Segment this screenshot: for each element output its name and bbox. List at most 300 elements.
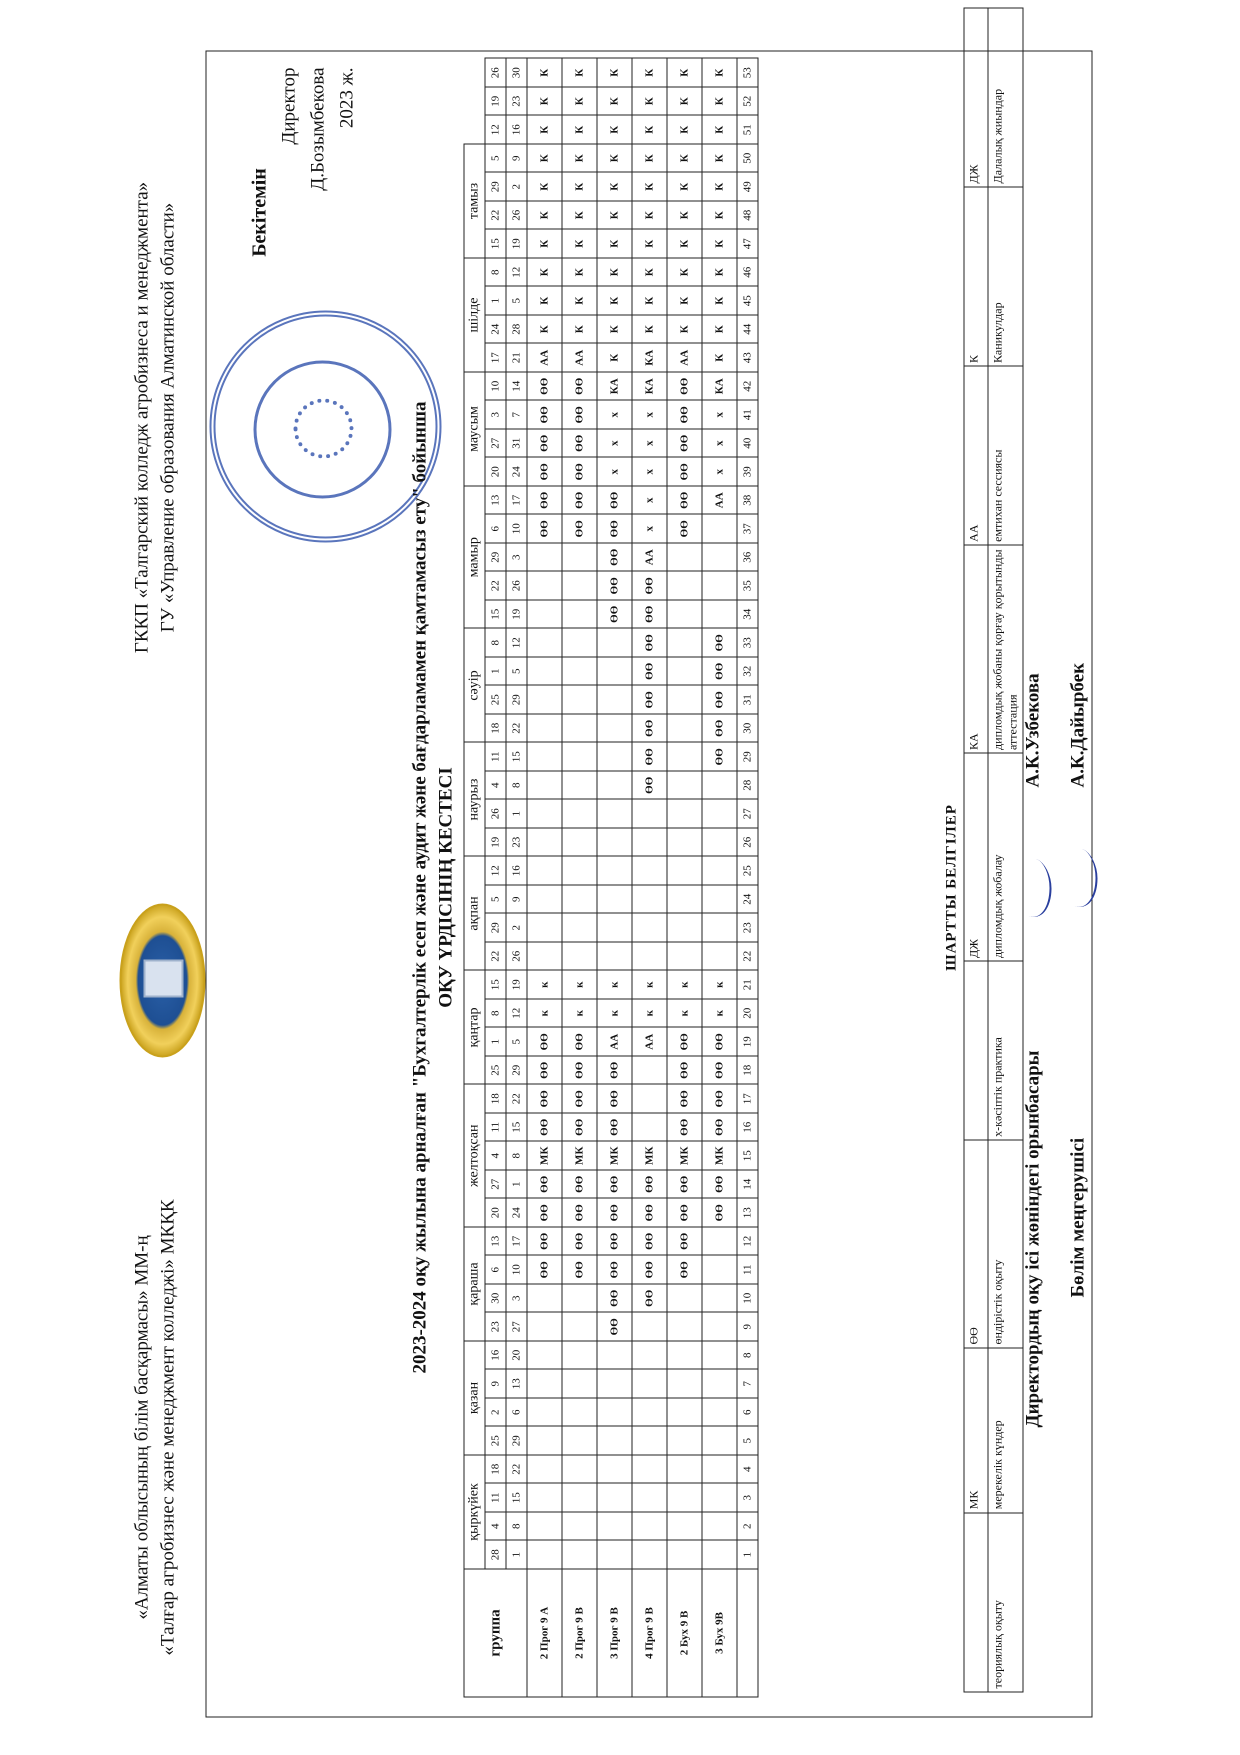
schedule-cell — [527, 885, 562, 914]
week-start-cell: 8 — [485, 999, 506, 1028]
month-header: сәуір — [464, 629, 485, 743]
schedule-cell: АА — [667, 344, 702, 373]
schedule-cell — [702, 914, 737, 943]
schedule-cell: х — [702, 429, 737, 458]
week-start-cell: 16 — [485, 1341, 506, 1370]
table-row — [597, 59, 632, 1698]
group-name: 2 Прог 9 В — [562, 1569, 597, 1697]
week-number-cell: 8 — [737, 1341, 758, 1370]
schedule-cell: АА — [632, 543, 667, 572]
schedule-cell: ӨӨ — [562, 1170, 597, 1199]
month-header: қараша — [464, 1227, 485, 1341]
month-row — [464, 59, 485, 1698]
schedule-cell: МК — [527, 1142, 562, 1171]
header-left-line2: «Талғар агробизнес және менеджмент колледжі» МКҚК — [157, 1199, 179, 1656]
legend-code: МК — [964, 1348, 988, 1513]
deputy-name: А.К.Узбекова — [1022, 673, 1044, 788]
week-start-cell: 8 — [485, 629, 506, 658]
schedule-cell — [562, 1427, 597, 1456]
schedule-cell — [597, 714, 632, 743]
schedule-cell — [562, 1541, 597, 1570]
schedule-cell — [527, 1398, 562, 1427]
legend-label-row — [988, 8, 1023, 1692]
schedule-cell — [632, 800, 667, 829]
week-end-cell: 12 — [506, 629, 527, 658]
schedule-cell: ӨӨ — [562, 401, 597, 430]
legend-code: КА — [964, 545, 988, 753]
schedule-cell: ӨӨ — [702, 743, 737, 772]
schedule-cell — [562, 1284, 597, 1313]
week-end-cell: 15 — [506, 743, 527, 772]
schedule-cell — [632, 1512, 667, 1541]
schedule-cell — [702, 800, 737, 829]
schedule-cell: К — [667, 201, 702, 230]
schedule-cell — [527, 714, 562, 743]
approval-date: 2023 ж. — [336, 67, 358, 129]
week-number-cell: 9 — [737, 1313, 758, 1342]
schedule-cell: ӨӨ — [632, 714, 667, 743]
schedule-cell — [632, 1398, 667, 1427]
week-start-cell: 5 — [485, 144, 506, 173]
week-start-cell: 17 — [485, 344, 506, 373]
schedule-cell — [562, 1341, 597, 1370]
schedule-cell — [527, 1370, 562, 1399]
rotated-page — [118, 8, 1123, 1748]
schedule-cell: ӨӨ — [527, 1056, 562, 1085]
schedule-cell: ӨӨ — [597, 1284, 632, 1313]
schedule-cell: к — [667, 971, 702, 1000]
week-end-cell: 29 — [506, 1056, 527, 1085]
schedule-cell: К — [562, 87, 597, 116]
week-number-cell: 27 — [737, 800, 758, 829]
schedule-cell: К — [527, 87, 562, 116]
schedule-cell — [562, 600, 597, 629]
week-number-cell: 4 — [737, 1455, 758, 1484]
legend-code-row — [964, 8, 988, 1692]
week-start-cell: 5 — [485, 885, 506, 914]
week-start-cell: 29 — [485, 543, 506, 572]
week-end-cell: 9 — [506, 885, 527, 914]
approval-block — [246, 68, 362, 358]
week-end-cell: 1 — [506, 1541, 527, 1570]
schedule-cell: ӨӨ — [667, 1113, 702, 1142]
schedule-cell: ӨӨ — [597, 1227, 632, 1256]
deputy-role: Директордың оқу ісі жөніндегі орынбасары — [1022, 1050, 1044, 1428]
month-header: ақпан — [464, 857, 485, 971]
legend-code: АА — [964, 366, 988, 545]
schedule-cell: К — [702, 258, 737, 287]
week-start-cell: 12 — [485, 857, 506, 886]
week-number-cell: 14 — [737, 1170, 758, 1199]
schedule-cell: ӨӨ — [527, 429, 562, 458]
schedule-cell: ӨӨ — [667, 1170, 702, 1199]
week-start-row — [485, 59, 506, 1698]
week-end-cell: 13 — [506, 1370, 527, 1399]
schedule-cell — [667, 657, 702, 686]
schedule-cell: К — [702, 230, 737, 259]
schedule-cell — [562, 714, 597, 743]
week-end-cell: 15 — [506, 1113, 527, 1142]
legend-label: өндірістік оқыту — [988, 1140, 1023, 1348]
schedule-cell: К — [597, 230, 632, 259]
week-end-cell: 20 — [506, 1341, 527, 1370]
schedule-cell: ӨӨ — [562, 1113, 597, 1142]
schedule-cell: КА — [702, 372, 737, 401]
week-end-cell: 16 — [506, 857, 527, 886]
week-start-cell: 27 — [485, 1170, 506, 1199]
legend-title: ШАРТТЫ БЕЛГІЛЕР — [943, 804, 960, 971]
week-start-cell: 13 — [485, 486, 506, 515]
legend-label: х-кәсіптік практика — [988, 961, 1023, 1140]
header-left-line1: «Алматы облысының білім басқармасы» ММ-ң — [131, 1235, 153, 1620]
approval-name: Д.Бозымбекова — [307, 67, 329, 191]
week-start-cell: 4 — [485, 771, 506, 800]
schedule-cell: К — [562, 201, 597, 230]
document-title: 2023-2024 оқу жылына арналған "Бухгалтерлік есеп және аудит және бағдарламамен қамтамасыз ету" бойынша — [409, 401, 431, 1374]
week-start-cell: 24 — [485, 315, 506, 344]
week-number-cell: 43 — [737, 344, 758, 373]
week-number-cell: 49 — [737, 173, 758, 202]
week-number-cell: 1 — [737, 1541, 758, 1570]
schedule-cell — [527, 800, 562, 829]
schedule-cell — [632, 857, 667, 886]
schedule-cell — [527, 743, 562, 772]
week-number-cell: 24 — [737, 885, 758, 914]
schedule-cell — [667, 1398, 702, 1427]
month-header: шілде — [464, 258, 485, 372]
month-header: маусым — [464, 372, 485, 486]
schedule-cell: МК — [562, 1142, 597, 1171]
group-name: 3 Бух 9В — [702, 1569, 737, 1697]
header-right — [130, 98, 182, 738]
schedule-cell: ӨӨ — [632, 743, 667, 772]
schedule-cell — [667, 1541, 702, 1570]
group-name: 3 Прог 9 В — [597, 1569, 632, 1697]
week-end-cell: 24 — [506, 1199, 527, 1228]
schedule-cell: ӨӨ — [597, 1113, 632, 1142]
schedule-cell — [702, 771, 737, 800]
table-row — [702, 59, 737, 1698]
week-start-cell: 18 — [485, 1085, 506, 1114]
schedule-cell: ӨӨ — [667, 515, 702, 544]
schedule-cell: АА — [632, 1028, 667, 1057]
schedule-cell — [527, 1341, 562, 1370]
week-end-cell: 22 — [506, 1455, 527, 1484]
week-start-cell: 6 — [485, 1256, 506, 1285]
schedule-cell — [667, 572, 702, 601]
week-end-cell: 10 — [506, 1256, 527, 1285]
header-right-line1: ГККП «Талгарский колледж агробизнеса и менеджмента» — [131, 181, 153, 654]
college-logo — [120, 904, 206, 1058]
group-header: группа — [464, 1569, 527, 1697]
week-end-cell: 14 — [506, 372, 527, 401]
schedule-cell: ӨӨ — [597, 543, 632, 572]
week-start-cell: 18 — [485, 714, 506, 743]
schedule-cell — [562, 800, 597, 829]
week-number-cell: 29 — [737, 743, 758, 772]
week-number-cell: 11 — [737, 1256, 758, 1285]
month-header: наурыз — [464, 743, 485, 857]
schedule-cell: ӨӨ — [632, 1284, 667, 1313]
schedule-cell: ӨӨ — [632, 1227, 667, 1256]
week-end-cell: 17 — [506, 1227, 527, 1256]
week-end-cell: 21 — [506, 344, 527, 373]
schedule-cell: ӨӨ — [597, 1256, 632, 1285]
week-number-cell: 47 — [737, 230, 758, 259]
schedule-cell — [527, 1541, 562, 1570]
week-end-cell: 5 — [506, 287, 527, 316]
schedule-cell — [702, 543, 737, 572]
schedule-cell: ӨӨ — [667, 486, 702, 515]
week-number-cell: 6 — [737, 1398, 758, 1427]
week-end-cell: 19 — [506, 971, 527, 1000]
schedule-cell — [667, 1484, 702, 1513]
schedule-cell: ӨӨ — [597, 600, 632, 629]
schedule-cell — [597, 885, 632, 914]
week-end-cell: 22 — [506, 1085, 527, 1114]
schedule-cell: ӨӨ — [527, 372, 562, 401]
week-start-cell: 6 — [485, 515, 506, 544]
schedule-cell: К — [527, 173, 562, 202]
schedule-cell — [597, 1541, 632, 1570]
week-end-cell: 12 — [506, 258, 527, 287]
week-number-cell: 30 — [737, 714, 758, 743]
schedule-cell: ӨӨ — [527, 1199, 562, 1228]
schedule-cell: к — [632, 999, 667, 1028]
week-number-cell: 48 — [737, 201, 758, 230]
week-start-cell: 8 — [485, 258, 506, 287]
schedule-cell: К — [527, 144, 562, 173]
schedule-cell — [597, 743, 632, 772]
schedule-table — [464, 58, 759, 1698]
schedule-cell: К — [667, 116, 702, 145]
week-start-cell: 25 — [485, 1056, 506, 1085]
schedule-cell — [597, 942, 632, 971]
schedule-cell: ӨӨ — [597, 486, 632, 515]
week-end-cell: 12 — [506, 999, 527, 1028]
schedule-cell: АА — [562, 344, 597, 373]
schedule-cell — [632, 828, 667, 857]
schedule-cell: К — [597, 116, 632, 145]
schedule-cell: ӨӨ — [597, 515, 632, 544]
schedule-cell — [562, 1398, 597, 1427]
schedule-cell: К — [667, 59, 702, 88]
week-end-cell: 27 — [506, 1313, 527, 1342]
week-end-cell: 6 — [506, 1398, 527, 1427]
week-start-cell: 22 — [485, 572, 506, 601]
month-header: тамыз — [464, 144, 485, 258]
schedule-cell — [597, 828, 632, 857]
week-end-cell: 5 — [506, 657, 527, 686]
week-start-cell: 23 — [485, 1313, 506, 1342]
schedule-cell: КА — [632, 344, 667, 373]
schedule-cell — [702, 1427, 737, 1456]
schedule-cell: К — [632, 116, 667, 145]
schedule-cell — [667, 942, 702, 971]
week-start-cell: 3 — [485, 401, 506, 430]
week-end-row — [506, 59, 527, 1698]
week-number-cell: 17 — [737, 1085, 758, 1114]
week-end-cell: 15 — [506, 1484, 527, 1513]
month-header: желтоқсан — [464, 1085, 485, 1228]
schedule-cell: ӨӨ — [667, 1256, 702, 1285]
schedule-cell — [527, 1284, 562, 1313]
schedule-cell: ӨӨ — [562, 486, 597, 515]
week-start-cell: 26 — [485, 800, 506, 829]
schedule-cell: К — [597, 173, 632, 202]
week-end-cell: 31 — [506, 429, 527, 458]
schedule-cell — [632, 914, 667, 943]
schedule-cell — [702, 1313, 737, 1342]
week-end-cell: 8 — [506, 1142, 527, 1171]
schedule-cell: ӨӨ — [527, 1028, 562, 1057]
schedule-cell — [632, 1113, 667, 1142]
schedule-cell: К — [632, 201, 667, 230]
week-number-cell: 16 — [737, 1113, 758, 1142]
schedule-cell — [702, 942, 737, 971]
week-start-cell: 11 — [485, 1113, 506, 1142]
schedule-cell — [527, 629, 562, 658]
schedule-cell — [562, 1370, 597, 1399]
schedule-cell: ӨӨ — [632, 1199, 667, 1228]
week-number-cell: 53 — [737, 59, 758, 88]
schedule-cell: К — [597, 287, 632, 316]
schedule-cell — [667, 771, 702, 800]
schedule-cell: ӨӨ — [667, 1056, 702, 1085]
schedule-cell — [632, 1370, 667, 1399]
week-number-cell: 32 — [737, 657, 758, 686]
week-end-cell: 26 — [506, 572, 527, 601]
schedule-cell — [667, 1370, 702, 1399]
schedule-cell: ӨӨ — [632, 629, 667, 658]
legend-label: Далалық жиындар — [988, 8, 1023, 187]
schedule-cell: ӨӨ — [597, 1199, 632, 1228]
schedule-cell: ӨӨ — [562, 458, 597, 487]
schedule-cell — [562, 543, 597, 572]
head-role: Бөлім меңгерушісі — [1067, 1137, 1089, 1298]
schedule-cell: КА — [597, 372, 632, 401]
schedule-cell — [667, 1341, 702, 1370]
schedule-cell — [667, 885, 702, 914]
schedule-cell — [667, 1427, 702, 1456]
schedule-cell — [632, 1341, 667, 1370]
month-header: қазан — [464, 1341, 485, 1455]
schedule-cell — [597, 800, 632, 829]
schedule-cell: МК — [632, 1142, 667, 1171]
header-left — [130, 1138, 182, 1718]
week-end-cell: 24 — [506, 458, 527, 487]
schedule-cell: к — [632, 971, 667, 1000]
schedule-cell: к — [562, 999, 597, 1028]
week-end-cell: 17 — [506, 486, 527, 515]
schedule-cell — [562, 1455, 597, 1484]
schedule-cell: К — [667, 287, 702, 316]
schedule-cell — [632, 1541, 667, 1570]
week-number-cell: 39 — [737, 458, 758, 487]
schedule-cell: ӨӨ — [527, 1113, 562, 1142]
month-header: мамыр — [464, 486, 485, 629]
schedule-cell — [667, 600, 702, 629]
schedule-cell — [527, 857, 562, 886]
book-icon — [144, 960, 184, 998]
schedule-cell — [562, 572, 597, 601]
schedule-cell — [597, 914, 632, 943]
schedule-cell: К — [597, 59, 632, 88]
legend-label: мерекелік күндер — [988, 1348, 1023, 1513]
schedule-cell — [597, 1370, 632, 1399]
week-number-cell: 35 — [737, 572, 758, 601]
schedule-cell — [667, 857, 702, 886]
schedule-cell: К — [702, 59, 737, 88]
week-start-cell: 10 — [485, 372, 506, 401]
schedule-cell — [667, 714, 702, 743]
legend-table — [964, 8, 1024, 1693]
schedule-cell — [632, 1313, 667, 1342]
week-start-cell: 15 — [485, 230, 506, 259]
schedule-cell: К — [632, 173, 667, 202]
schedule-cell: ӨӨ — [667, 372, 702, 401]
schedule-cell: К — [632, 315, 667, 344]
schedule-cell — [562, 1484, 597, 1513]
schedule-cell: АА — [527, 344, 562, 373]
schedule-cell: х — [702, 401, 737, 430]
week-start-cell: 1 — [485, 657, 506, 686]
table-row — [632, 59, 667, 1698]
schedule-cell — [702, 1484, 737, 1513]
schedule-cell: ӨӨ — [597, 1056, 632, 1085]
schedule-cell: К — [702, 315, 737, 344]
schedule-cell: к — [527, 999, 562, 1028]
week-start-cell: 22 — [485, 942, 506, 971]
week-number-cell: 2 — [737, 1512, 758, 1541]
week-start-cell: 19 — [485, 828, 506, 857]
table-row — [527, 59, 562, 1698]
month-header: қаңтар — [464, 971, 485, 1085]
week-start-cell: 4 — [485, 1512, 506, 1541]
schedule-cell: К — [702, 344, 737, 373]
schedule-cell: к — [667, 999, 702, 1028]
schedule-cell: ӨӨ — [667, 1085, 702, 1114]
schedule-cell: к — [702, 999, 737, 1028]
week-number-row — [737, 59, 758, 1698]
schedule-cell: К — [597, 315, 632, 344]
schedule-cell — [702, 1541, 737, 1570]
week-start-cell: 30 — [485, 1284, 506, 1313]
week-start-cell: 29 — [485, 914, 506, 943]
schedule-cell: ӨӨ — [667, 429, 702, 458]
schedule-cell — [527, 543, 562, 572]
schedule-cell — [667, 629, 702, 658]
week-number-cell: 26 — [737, 828, 758, 857]
schedule-cell: х — [597, 429, 632, 458]
schedule-cell: МК — [667, 1142, 702, 1171]
schedule-cell: К — [527, 59, 562, 88]
week-end-cell: 26 — [506, 942, 527, 971]
schedule-cell: К — [632, 59, 667, 88]
schedule-cell — [702, 885, 737, 914]
week-end-cell: 9 — [506, 144, 527, 173]
week-number-cell: 28 — [737, 771, 758, 800]
week-number-cell: 22 — [737, 942, 758, 971]
schedule-cell — [702, 1227, 737, 1256]
table-row — [562, 59, 597, 1698]
week-number-cell: 44 — [737, 315, 758, 344]
schedule-cell: К — [562, 258, 597, 287]
week-end-cell: 29 — [506, 1427, 527, 1456]
schedule-cell: ӨӨ — [667, 401, 702, 430]
schedule-cell: ӨӨ — [562, 1056, 597, 1085]
legend-label: емтихан сессиясы — [988, 366, 1023, 545]
